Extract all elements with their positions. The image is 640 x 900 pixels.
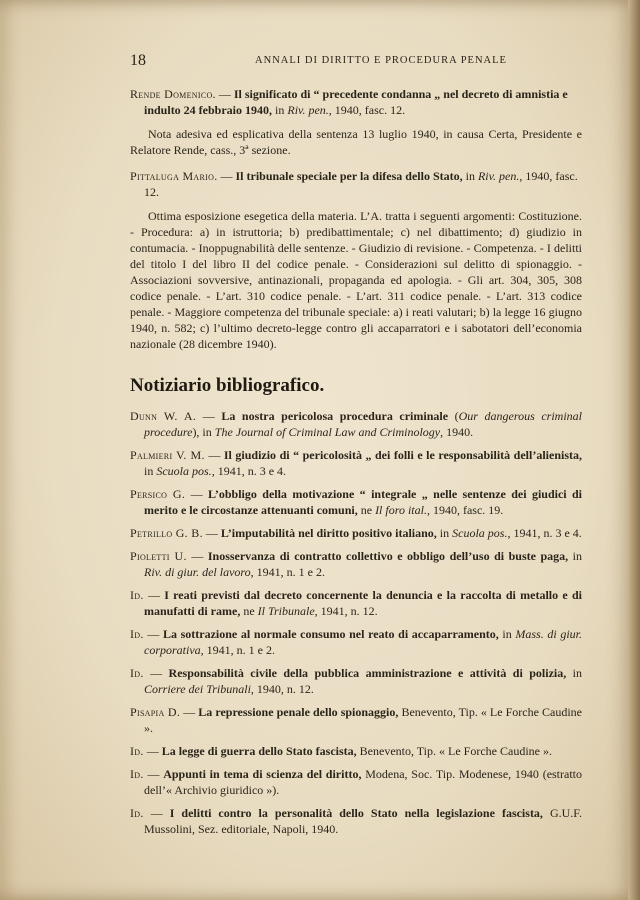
bib-issue: , 1941, n. 1 e 2. <box>200 643 275 657</box>
entry-issue: , 1940, fasc. 12. <box>328 103 406 117</box>
entry-author: Pittaluga Mario. <box>130 169 218 183</box>
bib-title: I reati previsti dal decreto concernente la denuncia e la raccolta di metallo e di manufatti di rame, <box>144 588 582 618</box>
bib-author: Pioletti U. <box>130 549 187 563</box>
bib-connector: ne <box>357 503 376 517</box>
entry-citation <box>130 168 582 200</box>
entry-issue: , 1940, fasc. 12. <box>144 169 578 199</box>
bib-separator: — <box>143 666 169 680</box>
page-body <box>130 86 582 844</box>
bib-separator: — <box>186 549 208 563</box>
bibliography-list <box>130 408 582 837</box>
entry-citation <box>130 86 582 118</box>
bibliography-item <box>130 587 582 619</box>
entry-connector: in <box>462 169 478 183</box>
bib-author: Id. <box>130 744 144 758</box>
entry-note: Nota adesiva ed esplicativa della sentenza 13 luglio 1940, in causa Certa, Presidente e Relatore Rende, cass., 3ª sezione. <box>130 127 582 157</box>
entry-title: Il significato di “ precedente condanna „ nel decreto di amnistia e indulto 24 febbraio 1940, <box>144 87 568 117</box>
bib-connector: ), in <box>192 425 215 439</box>
bib-title: L’obbligo della motivazione “ integrale „ nelle sentenze dei giudici di merito e le circostanze attenuanti comuni, <box>144 487 583 517</box>
bib-author: Dunn W. A. <box>130 409 197 423</box>
entry-rende <box>130 86 582 158</box>
bib-journal: Il foro ital. <box>375 503 427 517</box>
bib-separator: — <box>143 627 163 641</box>
entry-separator: — <box>217 169 236 183</box>
running-title: ANNALI DI DIRITTO E PROCEDURA PENALE <box>255 55 507 66</box>
bib-connector: ne <box>240 604 258 618</box>
bibliography-item <box>130 548 582 580</box>
bibliography-item <box>130 626 582 658</box>
bib-journal: Scuola pos. <box>156 464 212 478</box>
page-binding-edge <box>628 0 640 900</box>
bib-title: La sottrazione al normale consumo nel reato di accaparramento, <box>162 627 499 641</box>
bib-author: Id. <box>130 806 144 820</box>
bibliography-item <box>130 805 582 837</box>
entry-pittaluga <box>130 168 582 352</box>
bib-issue: , 1941, n. 3 e 4. <box>507 526 582 540</box>
entry-separator: — <box>215 87 234 101</box>
bib-publisher: Benevento, Tip. « Le Forche Caudine ». <box>144 705 582 735</box>
bib-title: La legge di guerra dello Stato fascista, <box>161 744 357 758</box>
bib-title: L’imputabilità nel diritto positivo italiano, <box>220 526 437 540</box>
bib-journal: Il Tribunale <box>257 604 315 618</box>
bib-title: Responsabilità civile della pubblica amministrazione e attività di polizia, <box>168 666 567 680</box>
bib-text: ( <box>448 409 459 423</box>
bib-author: Persico G. <box>130 487 186 501</box>
bib-issue: , 1941, n. 1 e 2. <box>250 565 325 579</box>
bib-issue: , 1940, fasc. 19. <box>426 503 504 517</box>
bib-separator: — <box>180 705 199 719</box>
bib-author: Id. <box>130 666 144 680</box>
entry-journal: Riv. pen. <box>477 169 520 183</box>
bib-separator: — <box>143 588 165 602</box>
bib-separator: — <box>143 744 162 758</box>
bib-connector: in <box>498 627 516 641</box>
bibliography-item <box>130 704 582 736</box>
entry-title: Il tribunale speciale per la difesa dello Stato, <box>235 169 463 183</box>
bib-journal: Scuola pos. <box>452 526 508 540</box>
bibliography-item <box>130 766 582 798</box>
bib-author: Petrillo G. B. <box>130 526 203 540</box>
page-number: 18 <box>130 52 146 69</box>
bib-publisher: Modena, Soc. Tip. Modenese, 1940 (estratto dell’« Archivio giuridico »). <box>144 767 583 797</box>
entry-author: Rende Domenico. <box>130 87 216 101</box>
bibliography-item <box>130 665 582 697</box>
bib-author: Id. <box>130 588 144 602</box>
bib-connector: in <box>568 549 582 563</box>
bib-author: Id. <box>130 767 144 781</box>
bib-connector: in <box>436 526 453 540</box>
bib-issue: , 1941, n. 3 e 4. <box>211 464 287 478</box>
bib-connector: in <box>144 464 157 478</box>
bib-title: Inosservanza di contratto collettivo e obbligo dell’uso di buste paga, <box>207 549 569 563</box>
bib-author: Palmieri V. M. <box>130 448 205 462</box>
bib-title: La repressione penale dello spionaggio, <box>198 705 399 719</box>
bibliography-item <box>130 743 582 759</box>
bib-issue: , 1941, n. 12. <box>314 604 378 618</box>
entry-connector: in <box>272 103 288 117</box>
bib-title: La nostra pericolosa procedura criminale <box>221 409 449 423</box>
bib-connector: in <box>566 666 583 680</box>
bib-issue: , 1940. <box>440 425 474 439</box>
bibliography-item <box>130 447 582 479</box>
bib-publisher: Benevento, Tip. « Le Forche Caudine ». <box>356 744 552 758</box>
bib-journal: The Journal of Criminal Law and Criminology <box>214 425 441 439</box>
bib-title: I delitti contro la personalità dello Stato nella legislazione fascista, <box>169 806 543 820</box>
entry-note: Ottima esposizione esegetica della materia. L’A. tratta i seguenti argomenti: Costituzione. - Procedura: a) in istruttoria; b) predibattimentale; c) nel dibattimento; d) giudizio in contumacia. - Inoppugnabilità delle sentenze. - Giudizio di revisione. - Competenza. - I delitti del titolo I del libro II del codice penale. - Considerazioni sul delitto di spionaggio. - Associazioni sovversive, antinazionali, propaganda ed apologia. - Gli art. 304, 305, 308 codice penale. - L’art. 310 codice penale. - L’art. 311 codice penale. - L’art. 313 codice penale. - Maggiore competenza del tribunale speciale: a) i reati valutari; b) la legge 16 giugno 1940, n. 582; c) l’ultimo decreto-legge contro gli accaparratori e i sabotatori dell’economia nazionale (28 dicembre 1940). <box>130 209 582 351</box>
bib-publisher: G.U.F. Mussolini, Sez. editoriale, Napoli, 1940. <box>144 806 582 836</box>
bib-author: Pisapia D. <box>130 705 181 719</box>
bib-separator: — <box>196 409 222 423</box>
bibliography-item <box>130 408 582 440</box>
bib-separator: — <box>143 806 170 820</box>
bib-author: Id. <box>130 627 144 641</box>
entry-journal: Riv. pen. <box>287 103 329 117</box>
section-title: Notiziario bibliografico. <box>130 375 325 396</box>
bib-separator: — <box>202 526 221 540</box>
bib-issue: , 1940, n. 12. <box>250 682 314 696</box>
page-header <box>130 52 582 72</box>
bib-journal: Corriere dei Tribunali <box>144 682 251 696</box>
bib-journal: Mass. di giur. corporativa <box>144 627 583 657</box>
bib-separator: — <box>185 487 208 501</box>
bib-original-title: Our dangerous criminal procedure <box>144 409 583 439</box>
bibliography-item <box>130 525 582 541</box>
bib-title: Il giudizio di “ pericolosità „ dei folli e le responsabilità dell’alienista, <box>223 448 583 462</box>
bib-title: Appunti in tema di scienza del diritto, <box>163 767 362 781</box>
bib-separator: — <box>204 448 224 462</box>
bibliography-item <box>130 486 582 518</box>
bib-separator: — <box>143 767 164 781</box>
bib-journal: Riv. di giur. del lavoro <box>144 565 251 579</box>
